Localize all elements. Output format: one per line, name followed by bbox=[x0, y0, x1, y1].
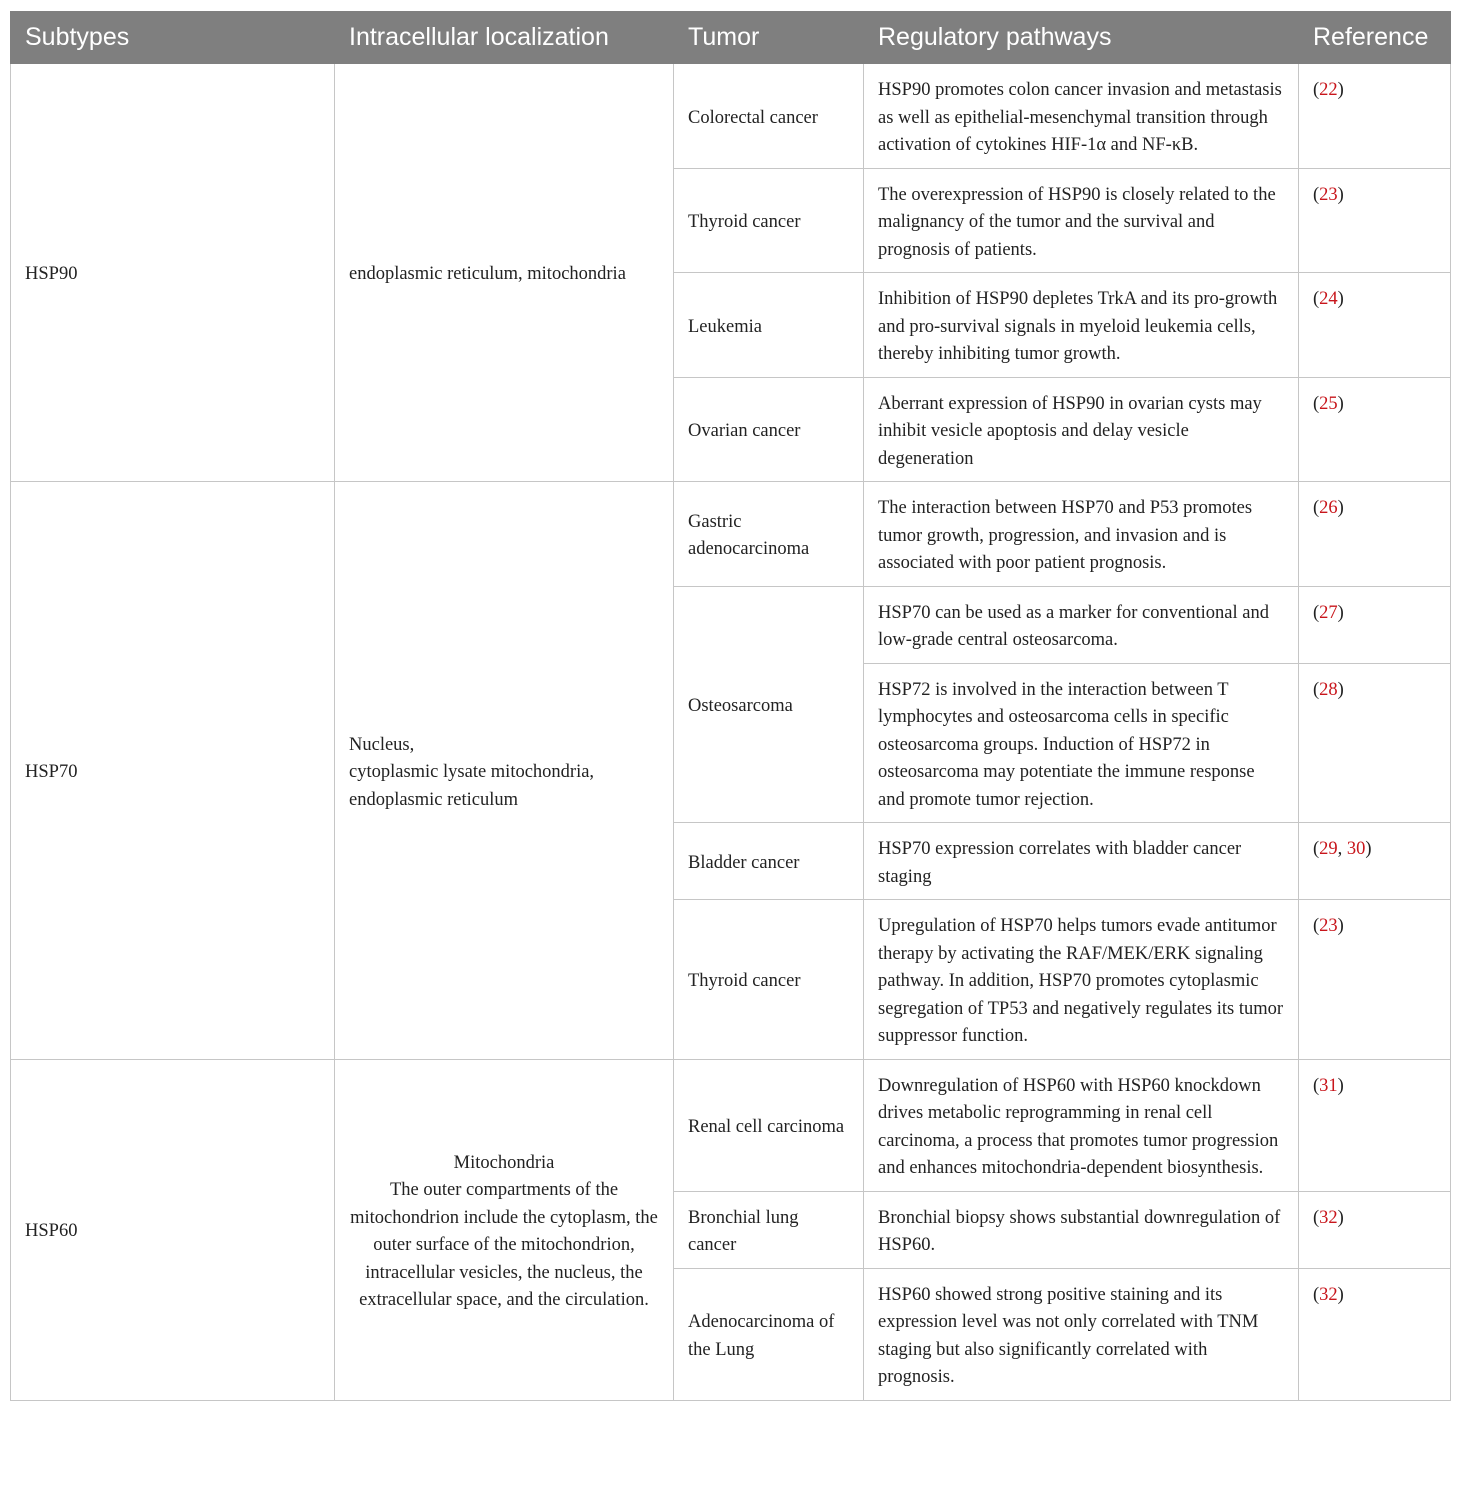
reference-link[interactable]: 31 bbox=[1319, 1075, 1338, 1096]
hsp-table bbox=[10, 11, 1451, 1401]
reference-cell: (29, 30) bbox=[1299, 823, 1451, 900]
tumor-cell: Thyroid cancer bbox=[674, 900, 864, 1060]
reference-cell: (27) bbox=[1299, 586, 1451, 663]
subtype-cell: HSP60 bbox=[11, 1059, 335, 1400]
table-row bbox=[11, 64, 1451, 169]
subtype-cell: HSP70 bbox=[11, 482, 335, 1060]
pathway-cell: HSP70 can be used as a marker for conventional and low-grade central osteosarcoma. bbox=[864, 586, 1299, 663]
tumor-cell: Osteosarcoma bbox=[674, 586, 864, 823]
reference-link[interactable]: 28 bbox=[1319, 679, 1338, 700]
reference-link[interactable]: 30 bbox=[1346, 839, 1366, 859]
reference-cell: (28) bbox=[1299, 663, 1451, 823]
pathway-cell: Downregulation of HSP60 with HSP60 knockdown drives metabolic reprogramming in renal cell carcinoma, a process that promotes tumor progression and enhances mitochondria-dependent biosynthesis. bbox=[864, 1059, 1299, 1191]
reference-link[interactable]: 23 bbox=[1319, 184, 1338, 205]
pathway-cell: HSP70 expression correlates with bladder cancer staging bbox=[864, 823, 1299, 900]
tumor-cell: Bladder cancer bbox=[674, 823, 864, 900]
reference-link[interactable]: 32 bbox=[1319, 1207, 1338, 1228]
pathway-cell: Aberrant expression of HSP90 in ovarian cysts may inhibit vesicle apoptosis and delay vesicle degeneration bbox=[864, 377, 1299, 482]
reference-cell: (25) bbox=[1299, 377, 1451, 482]
reference-cell: (22) bbox=[1299, 64, 1451, 169]
header-subtypes: Subtypes bbox=[11, 12, 335, 64]
pathway-cell: Upregulation of HSP70 helps tumors evade antitumor therapy by activating the RAF/MEK/ERK signaling pathway. In addition, HSP70 promotes cytoplasmic segregation of TP53 and negatively regulates its tumor suppressor function. bbox=[864, 900, 1299, 1060]
header-pathways: Regulatory pathways bbox=[864, 12, 1299, 64]
table-header bbox=[11, 12, 1451, 64]
reference-link[interactable]: 29 bbox=[1319, 839, 1338, 859]
pathway-cell: HSP90 promotes colon cancer invasion and metastasis as well as epithelial-mesenchymal transition through activation of cytokines HIF-1α and NF-κB. bbox=[864, 64, 1299, 169]
reference-link[interactable]: 24 bbox=[1319, 289, 1338, 309]
localization-cell: Nucleus, cytoplasmic lysate mitochondria, endoplasmic reticulum bbox=[335, 482, 674, 1060]
tumor-cell: Thyroid cancer bbox=[674, 168, 864, 273]
reference-link[interactable]: 27 bbox=[1319, 602, 1338, 623]
tumor-cell: Ovarian cancer bbox=[674, 377, 864, 482]
table-row bbox=[11, 1059, 1451, 1191]
pathway-cell: Inhibition of HSP90 depletes TrkA and its pro-growth and pro-survival signals in myeloid leukemia cells, thereby inhibiting tumor growth. bbox=[864, 273, 1299, 378]
reference-cell: (24) bbox=[1299, 273, 1451, 378]
header-tumor: Tumor bbox=[674, 12, 864, 64]
pathway-cell: The overexpression of HSP90 is closely related to the malignancy of the tumor and the survival and prognosis of patients. bbox=[864, 168, 1299, 273]
header-reference: Reference bbox=[1299, 12, 1451, 64]
tumor-cell: Colorectal cancer bbox=[674, 64, 864, 169]
reference-link[interactable]: 23 bbox=[1319, 916, 1338, 936]
subtype-cell: HSP90 bbox=[11, 64, 335, 482]
reference-link[interactable]: 26 bbox=[1319, 498, 1338, 518]
tumor-cell: Renal cell carcinoma bbox=[674, 1059, 864, 1191]
reference-cell: (32) bbox=[1299, 1268, 1451, 1400]
pathway-cell: Bronchial biopsy shows substantial downregulation of HSP60. bbox=[864, 1191, 1299, 1268]
tumor-cell: Bronchial lung cancer bbox=[674, 1191, 864, 1268]
tumor-cell: Adenocarcinoma of the Lung bbox=[674, 1268, 864, 1400]
table-row bbox=[11, 482, 1451, 587]
reference-cell: (32) bbox=[1299, 1191, 1451, 1268]
tumor-cell: Gastric adenocarcinoma bbox=[674, 482, 864, 587]
header-row bbox=[11, 12, 1451, 64]
pathway-cell: HSP60 showed strong positive staining and its expression level was not only correlated with TNM staging but also significantly correlated with prognosis. bbox=[864, 1268, 1299, 1400]
reference-link[interactable]: 22 bbox=[1319, 80, 1338, 100]
reference-cell: (31) bbox=[1299, 1059, 1451, 1191]
tumor-cell: Leukemia bbox=[674, 273, 864, 378]
pathway-cell: The interaction between HSP70 and P53 promotes tumor growth, progression, and invasion and is associated with poor patient prognosis. bbox=[864, 482, 1299, 587]
reference-link[interactable]: 32 bbox=[1319, 1284, 1338, 1305]
localization-cell: Mitochondria The outer compartments of the mitochondrion include the cytoplasm, the outer surface of the mitochondrion, intracellular vesicles, the nucleus, the extracellular space, and the circulation. bbox=[335, 1059, 674, 1400]
table-body bbox=[11, 64, 1451, 1401]
localization-cell: endoplasmic reticulum, mitochondria bbox=[335, 64, 674, 482]
header-localization: Intracellular localization bbox=[335, 12, 674, 64]
pathway-cell: HSP72 is involved in the interaction between T lymphocytes and osteosarcoma cells in specific osteosarcoma groups. Induction of HSP72 in osteosarcoma may potentiate the immune response and promote tumor rejection. bbox=[864, 663, 1299, 823]
reference-cell: (23) bbox=[1299, 900, 1451, 1060]
reference-link[interactable]: 25 bbox=[1319, 393, 1338, 414]
reference-cell: (23) bbox=[1299, 168, 1451, 273]
reference-cell: (26) bbox=[1299, 482, 1451, 587]
